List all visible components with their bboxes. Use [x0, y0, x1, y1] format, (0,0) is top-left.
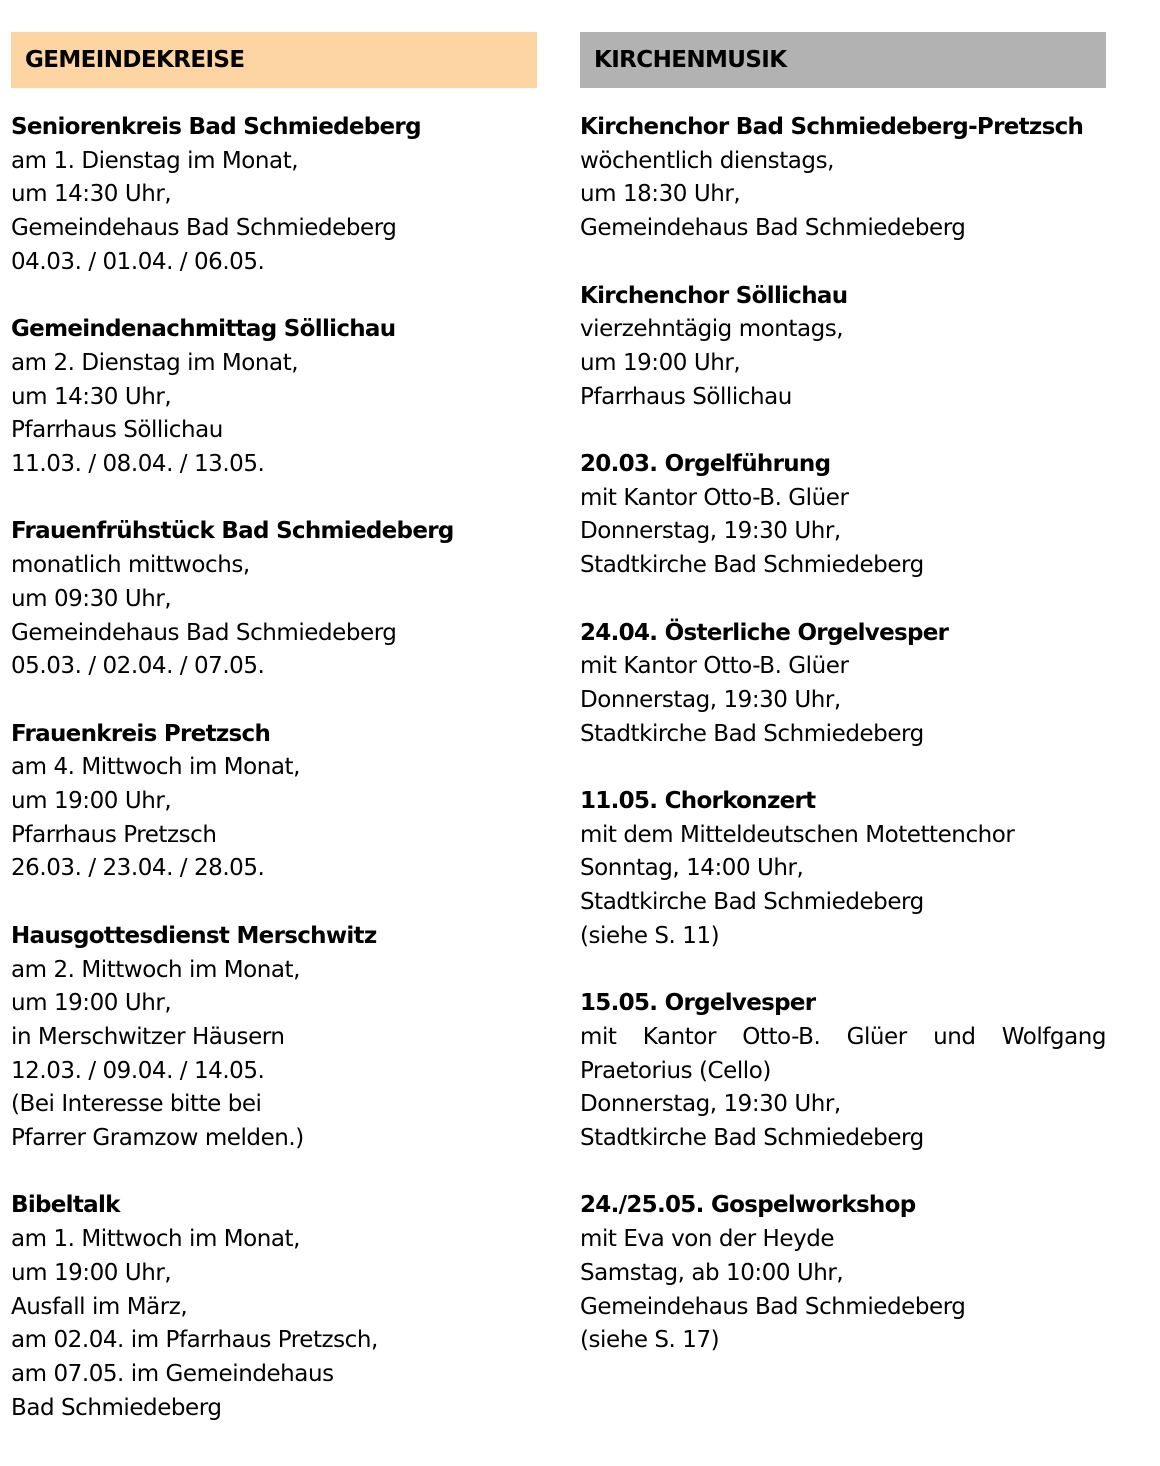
event-title: Bibeltalk — [11, 1192, 120, 1219]
event-detail-line: am 2. Dienstag im Monat, — [11, 349, 299, 376]
event-detail-line: Donnerstag, 19:30 Uhr, — [580, 686, 841, 713]
event-detail-line: (Bei Interesse bitte bei — [11, 1091, 262, 1118]
event-detail-line: um 14:30 Uhr, — [11, 383, 172, 410]
event-entry — [11, 718, 537, 887]
event-entry — [11, 313, 537, 482]
event-entry — [11, 515, 537, 684]
event-detail-line: um 19:00 Uhr, — [580, 349, 741, 376]
event-detail-line: um 09:30 Uhr, — [11, 585, 172, 612]
event-detail-line: Bad Schmiedeberg — [11, 1394, 222, 1421]
event-detail-line: am 02.04. im Pfarrhaus Pretzsch, — [11, 1327, 378, 1354]
event-detail-line: Stadtkirche Bad Schmiedeberg — [580, 1125, 924, 1152]
event-detail-line: Sonntag, 14:00 Uhr, — [580, 855, 804, 882]
event-detail-line: am 2. Mittwoch im Monat, — [11, 956, 300, 983]
event-entry — [11, 111, 537, 280]
event-title: Hausgottesdienst Merschwitz — [11, 922, 377, 949]
event-detail-line: Ausfall im März, — [11, 1293, 188, 1320]
event-detail-line: um 19:00 Uhr, — [11, 1259, 172, 1286]
event-detail-line: mit Eva von der Heyde — [580, 1226, 835, 1253]
event-detail-line: Donnerstag, 19:30 Uhr, — [580, 1091, 841, 1118]
event-detail-line: Stadtkirche Bad Schmiedeberg — [580, 720, 924, 747]
section-header-kirchenmusik: KIRCHENMUSIK — [580, 32, 1106, 88]
event-detail-line: mit Kantor Otto-B. Glüer — [580, 484, 849, 511]
event-detail-line: am 4. Mittwoch im Monat, — [11, 754, 300, 781]
event-detail-line: Pfarrhaus Söllichau — [11, 417, 223, 444]
event-detail-line: in Merschwitzer Häusern — [11, 1023, 285, 1050]
event-title: Seniorenkreis Bad Schmiedeberg — [11, 114, 421, 140]
entry-list-kirchenmusik — [580, 111, 1106, 1358]
event-title: 20.03. Orgelführung — [580, 451, 831, 477]
event-detail-line: Gemeindehaus Bad Schmiedeberg — [11, 215, 397, 242]
event-detail-line: um 14:30 Uhr, — [11, 181, 172, 208]
event-title: 24./25.05. Gospelworkshop — [580, 1192, 916, 1219]
event-title: Frauenfrühstück Bad Schmiedeberg — [11, 518, 454, 545]
event-detail-line: Gemeindehaus Bad Schmiedeberg — [11, 619, 397, 646]
event-detail-line: vierzehntägig montags, — [580, 316, 844, 343]
event-detail-line: (siehe S. 17) — [580, 1327, 720, 1354]
event-detail-line: um 19:00 Uhr, — [11, 788, 172, 815]
event-detail-line: Stadtkirche Bad Schmiedeberg — [580, 889, 924, 916]
section-header-gemeindekreise: GEMEINDEKREISE — [11, 32, 537, 88]
column-gemeindekreise — [11, 32, 537, 1459]
event-detail-line: mit dem Mitteldeutschen Motettenchor — [580, 821, 1015, 848]
event-detail-line: monatlich mittwochs, — [11, 552, 250, 579]
column-kirchenmusik — [580, 32, 1106, 1392]
event-detail-line: 05.03. / 02.04. / 07.05. — [11, 653, 265, 680]
event-entry — [580, 785, 1106, 954]
event-detail-line: Praetorius (Cello) — [580, 1057, 771, 1084]
event-title: 24.04. Österliche Orgelvesper — [580, 619, 949, 646]
event-entry — [580, 617, 1106, 752]
event-detail-line: mit Kantor Otto-B. Glüer — [580, 653, 849, 680]
event-detail-line: Stadtkirche Bad Schmiedeberg — [580, 552, 924, 579]
event-entry — [580, 448, 1106, 583]
event-title: 11.05. Chorkonzert — [580, 788, 816, 814]
event-title: 15.05. Orgelvesper — [580, 990, 816, 1017]
event-entry — [580, 111, 1106, 246]
event-title: Frauenkreis Pretzsch — [11, 720, 271, 747]
event-detail-line: um 18:30 Uhr, — [580, 181, 741, 208]
event-entry — [11, 920, 537, 1156]
event-entry — [580, 987, 1106, 1156]
event-entry — [580, 1189, 1106, 1358]
event-detail-line: Donnerstag, 19:30 Uhr, — [580, 518, 841, 545]
event-detail-line: 04.03. / 01.04. / 06.05. — [11, 248, 265, 275]
event-detail-line: am 07.05. im Gemeindehaus — [11, 1360, 334, 1387]
event-detail-line: Pfarrhaus Pretzsch — [11, 821, 217, 848]
event-title: Kirchenchor Söllichau — [580, 282, 848, 309]
event-title: Gemeindenachmittag Söllichau — [11, 316, 396, 343]
event-detail-line: 12.03. / 09.04. / 14.05. — [11, 1057, 265, 1084]
event-detail-line: am 1. Dienstag im Monat, — [11, 147, 299, 174]
event-detail-line: Samstag, ab 10:00 Uhr, — [580, 1259, 844, 1286]
event-detail-line: Pfarrhaus Söllichau — [580, 383, 792, 410]
event-detail-line: Gemeindehaus Bad Schmiedeberg — [580, 215, 966, 242]
event-detail-line: 26.03. / 23.04. / 28.05. — [11, 855, 265, 882]
event-detail-line: (siehe S. 11) — [580, 922, 720, 949]
event-title: Kirchenchor Bad Schmiedeberg-Pretzsch — [580, 114, 1084, 140]
event-entry — [580, 280, 1106, 415]
event-detail-line: wöchentlich dienstags, — [580, 147, 834, 174]
event-detail-line: 11.03. / 08.04. / 13.05. — [11, 451, 265, 478]
event-entry — [11, 1189, 537, 1425]
event-detail-line: mit Kantor Otto-B. Glüer und Wolfgang — [580, 1023, 1106, 1050]
event-detail-line: am 1. Mittwoch im Monat, — [11, 1226, 300, 1253]
event-detail-line: Pfarrer Gramzow melden.) — [11, 1125, 304, 1152]
event-detail-line: Gemeindehaus Bad Schmiedeberg — [580, 1293, 966, 1320]
entry-list-gemeindekreise — [11, 111, 537, 1425]
event-detail-line: um 19:00 Uhr, — [11, 990, 172, 1017]
